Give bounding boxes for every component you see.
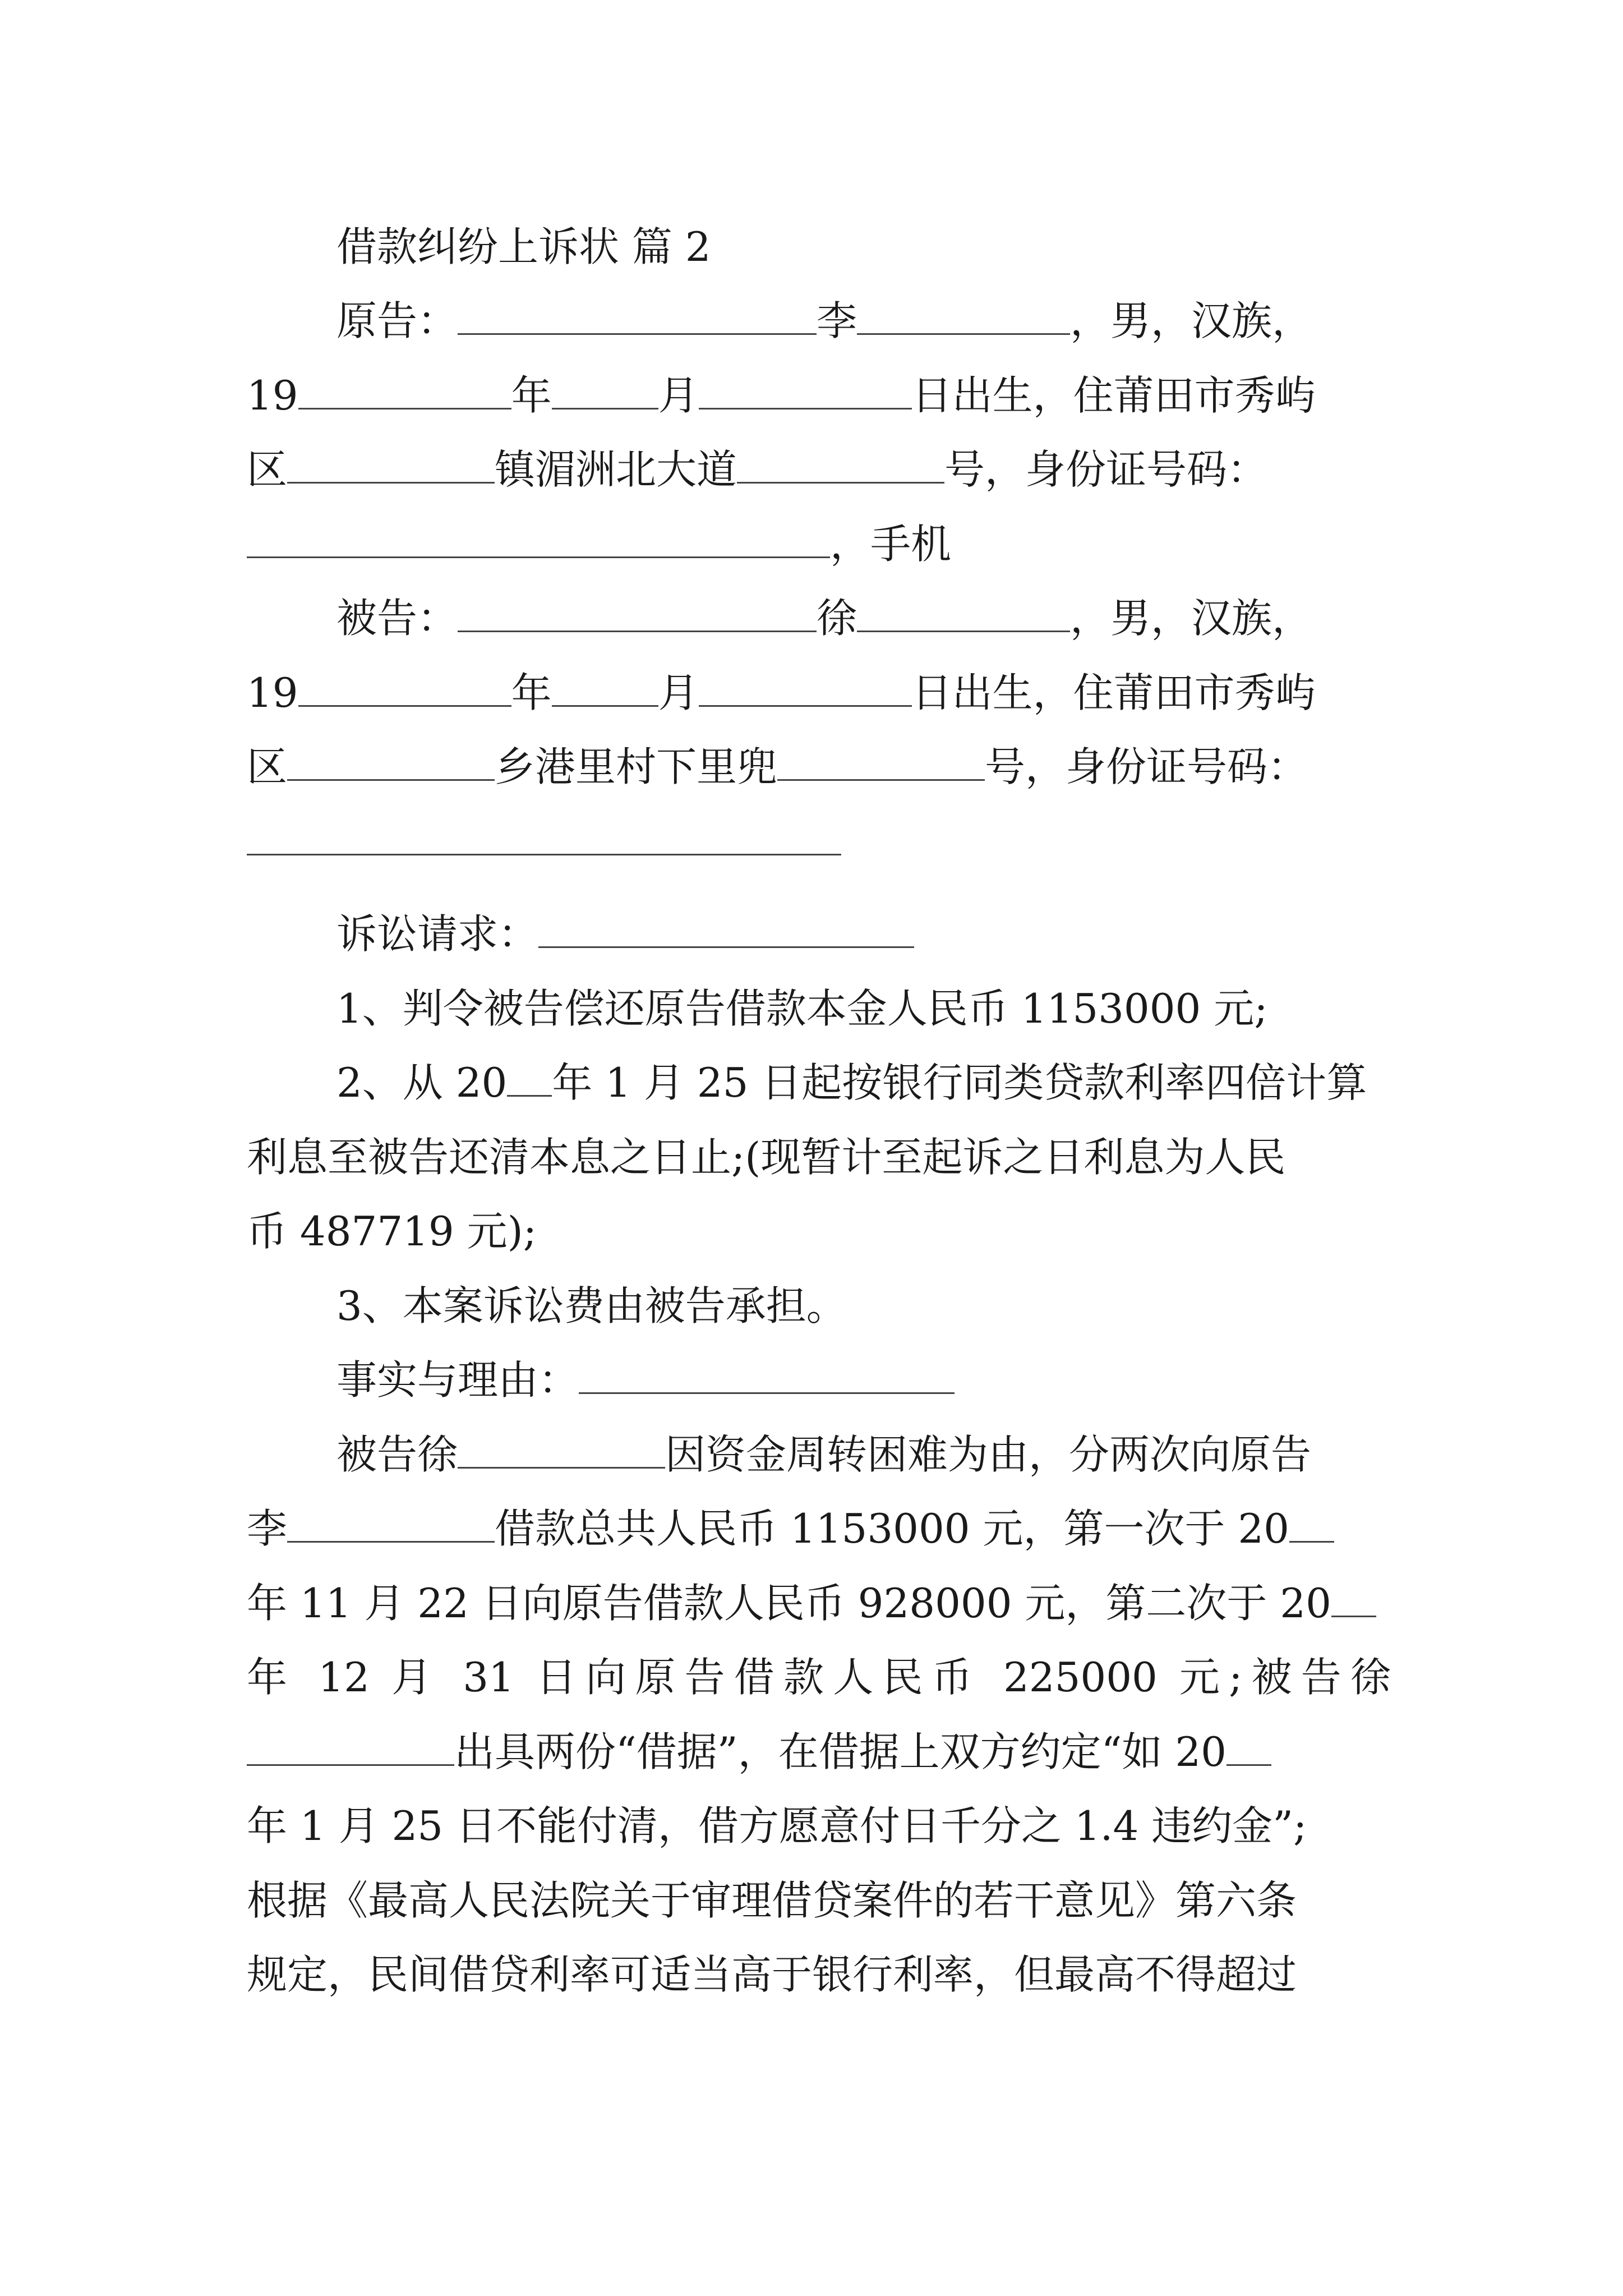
blank-field <box>552 667 658 707</box>
blank-field <box>699 667 912 707</box>
facts-line-7 <box>247 1864 1391 1937</box>
blank-field <box>1227 1726 1271 1766</box>
defendant-addr-prefix: 区 <box>247 743 288 790</box>
defendant-line-3 <box>247 730 1391 803</box>
plaintiff-line-1 <box>336 284 1391 357</box>
facts-text: 年 12 月 31 日向原告借款人民币 225000 元;被告徐 <box>247 1654 1391 1701</box>
facts-text: 被告徐 <box>336 1431 458 1478</box>
plaintiff-year: 年 <box>511 372 552 419</box>
defendant-birth-prefix: 19 <box>247 669 298 716</box>
claim-text: 币 487719 元); <box>247 1208 537 1255</box>
plaintiff-gender: ，男，汉族， <box>1070 297 1313 344</box>
claim-item-1 <box>336 972 1391 1045</box>
facts-text: 借款总共人民币 1153000 元，第一次于 20 <box>495 1505 1289 1552</box>
defendant-gender: ，男，汉族， <box>1070 595 1313 642</box>
facts-label: 事实与理由： <box>336 1356 579 1404</box>
facts-text: 因资金周转困难为由，分两次向原告 <box>665 1431 1312 1478</box>
facts-line-8 <box>247 1938 1391 2011</box>
plaintiff-addr-prefix: 区 <box>247 446 288 493</box>
title-text: 借款纠纷上诉状 篇 2 <box>336 223 711 270</box>
blank-field <box>1289 1503 1334 1543</box>
facts-line-5 <box>247 1715 1391 1788</box>
claims-label: 诉讼请求： <box>336 910 539 958</box>
blank-field <box>287 741 495 781</box>
blank-field <box>1331 1577 1376 1617</box>
blank-field <box>247 816 841 855</box>
plaintiff-label: 原告： <box>336 297 458 344</box>
blank-field <box>458 592 817 632</box>
blank-field <box>507 1057 552 1097</box>
plaintiff-line-3 <box>247 433 1391 506</box>
blank-field <box>287 444 495 484</box>
facts-text: 规定，民间借贷利率可适当高于银行利率，但最高不得超过 <box>247 1951 1297 1998</box>
claims-heading <box>336 898 1391 970</box>
defendant-surname: 徐 <box>817 595 857 642</box>
blank-field <box>857 592 1070 632</box>
blank-field <box>247 1726 454 1766</box>
defendant-month: 月 <box>658 669 699 716</box>
defendant-line-1 <box>336 582 1391 655</box>
blank-field <box>298 370 511 409</box>
document-title <box>336 210 1391 283</box>
plaintiff-addr-suffix: 号，身份证号码： <box>944 446 1268 493</box>
claim-item-2-line-2 <box>247 1121 1391 1194</box>
plaintiff-surname: 李 <box>817 297 857 344</box>
blank-field <box>247 518 830 558</box>
blank-field <box>777 741 985 781</box>
claim-text: 利息至被告还清本息之日止;(现暂计至起诉之日利息为人民 <box>247 1134 1286 1181</box>
blank-field <box>538 908 914 948</box>
facts-text: 李 <box>247 1505 288 1552</box>
facts-line-4 <box>247 1641 1391 1714</box>
facts-heading <box>336 1343 1391 1416</box>
blank-field <box>857 295 1070 335</box>
plaintiff-addr-mid: 镇湄洲北大道 <box>495 446 737 493</box>
defendant-year: 年 <box>511 669 552 716</box>
defendant-label: 被告： <box>336 595 458 642</box>
facts-text: 年 1 月 25 日不能付清，借方愿意付日千分之 1.4 违约金”; <box>247 1802 1307 1849</box>
plaintiff-line-2 <box>247 359 1391 432</box>
facts-line-2 <box>247 1492 1391 1565</box>
claim-item-2-line-3 <box>247 1195 1391 1268</box>
plaintiff-phone: ，手机 <box>830 521 952 568</box>
claim-item-3 <box>336 1269 1391 1342</box>
blank-field <box>458 295 817 335</box>
claim-text: 2、从 20 <box>336 1059 508 1106</box>
plaintiff-month: 月 <box>658 372 699 419</box>
plaintiff-birth-prefix: 19 <box>247 372 298 419</box>
claim-text: 1、判令被告偿还原告借款本金人民币 1153000 元; <box>336 985 1268 1032</box>
defendant-addr-mid: 乡港里村下里兜 <box>495 743 778 790</box>
facts-text: 年 11 月 22 日向原告借款人民币 928000 元，第二次于 20 <box>247 1580 1331 1627</box>
blank-field <box>699 370 912 409</box>
plaintiff-birth-suffix: 日出生，住莆田市秀屿 <box>911 372 1316 419</box>
claim-text: 年 1 月 25 日起按银行同类贷款利率四倍计算 <box>552 1059 1367 1106</box>
blank-field <box>737 444 944 484</box>
facts-line-1 <box>336 1418 1391 1491</box>
defendant-line-2 <box>247 656 1391 729</box>
blank-field <box>552 370 658 409</box>
blank-field <box>298 667 511 707</box>
claim-item-2-line-1 <box>336 1046 1391 1119</box>
facts-line-3 <box>247 1567 1391 1640</box>
blank-field <box>458 1429 665 1469</box>
plaintiff-line-4 <box>247 508 1391 581</box>
defendant-line-4 <box>247 805 1391 878</box>
defendant-birth-suffix: 日出生，住莆田市秀屿 <box>911 669 1316 716</box>
facts-text: 出具两份“借据”，在借据上双方约定“如 20 <box>454 1728 1227 1775</box>
facts-text: 根据《最高人民法院关于审理借贷案件的若干意见》第六条 <box>247 1877 1297 1924</box>
defendant-addr-suffix: 号，身份证号码： <box>985 743 1308 790</box>
facts-line-6 <box>247 1789 1391 1862</box>
blank-field <box>287 1503 495 1543</box>
claim-text: 3、本案诉讼费由被告承担。 <box>336 1282 847 1329</box>
blank-field <box>579 1354 955 1394</box>
